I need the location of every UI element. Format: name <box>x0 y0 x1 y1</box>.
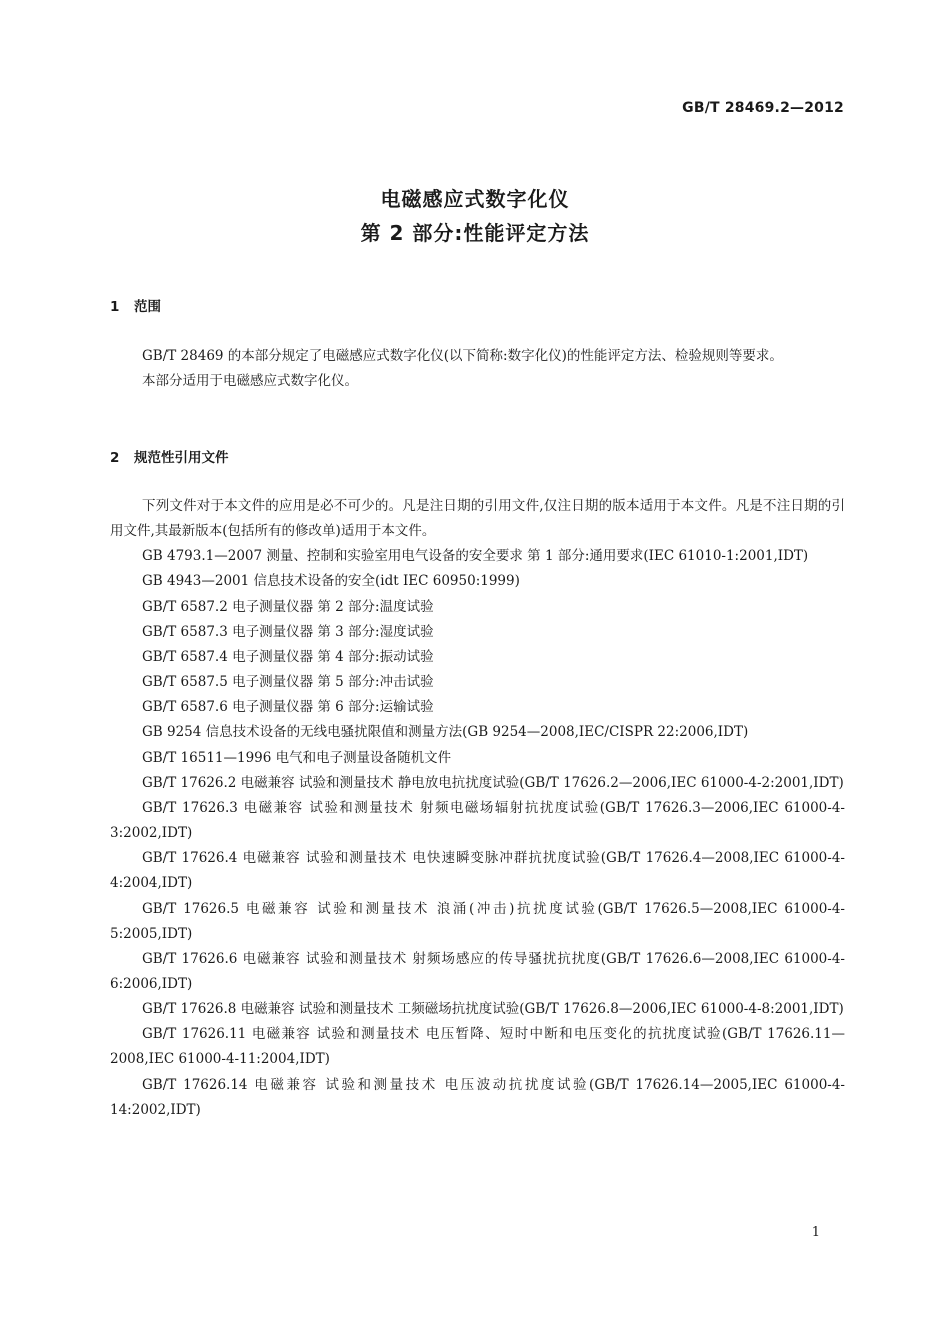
reference-item: GB/T 17626.2 电磁兼容 试验和测量技术 静电放电抗扰度试验(GB/T 17626.2—2006,IEC 61000-4-2:2001,IDT) <box>142 774 844 791</box>
reference-item: GB/T 6587.2 电子测量仪器 第 2 部分:温度试验 <box>142 598 434 615</box>
reference-item: GB/T 17626.5 电磁兼容 试验和测量技术 浪涌(冲击)抗扰度试验(GB/T 17626.5—2008,IEC 61000-4-5:2005,IDT) <box>110 900 845 942</box>
section-title: 范围 <box>134 299 161 315</box>
page-number: 1 <box>811 1225 820 1240</box>
reference-item: GB/T 17626.8 电磁兼容 试验和测量技术 工频磁场抗扰度试验(GB/T 17626.8—2006,IEC 61000-4-8:2001,IDT) <box>142 1001 844 1018</box>
section-title: 规范性引用文件 <box>134 450 229 466</box>
reference-item: GB/T 6587.6 电子测量仪器 第 6 部分:运输试验 <box>142 699 434 716</box>
reference-item: GB 4793.1—2007 测量、控制和实验室用电气设备的安全要求 第 1 部分:通用要求(IEC 61010-1:2001,IDT) <box>142 548 809 565</box>
section-1-body <box>110 344 845 394</box>
reference-item: GB/T 6587.3 电子测量仪器 第 3 部分:湿度试验 <box>142 623 434 640</box>
document-subtitle: 第 2 部分:性能评定方法 <box>360 221 590 245</box>
reference-item: GB/T 17626.3 电磁兼容 试验和测量技术 射频电磁场辐射抗扰度试验(GB/T 17626.3—2006,IEC 61000-4-3:2002,IDT) <box>110 799 845 842</box>
paragraph: GB/T 28469 的本部分规定了电磁感应式数字化仪(以下简称:数字化仪)的性能评定方法、检验规则等要求。 <box>142 348 783 364</box>
paragraph: 本部分适用于电磁感应式数字化仪。 <box>142 373 358 390</box>
section-number: 1 <box>110 299 120 315</box>
reference-item: GB/T 16511—1996 电气和电子测量设备随机文件 <box>142 749 452 766</box>
document-title: 电磁感应式数字化仪 <box>380 187 570 211</box>
reference-item: GB 4943—2001 信息技术设备的安全(idt IEC 60950:1999) <box>142 573 520 590</box>
standard-code: GB/T 28469.2—2012 <box>682 100 844 116</box>
section-2-heading <box>110 446 229 466</box>
reference-item: GB/T 17626.14 电磁兼容 试验和测量技术 电压波动抗扰度试验(GB/T 17626.14—2005,IEC 61000-4-14:2002,IDT) <box>110 1076 845 1118</box>
reference-item: GB/T 6587.4 电子测量仪器 第 4 部分:振动试验 <box>142 648 434 665</box>
section-2-body <box>110 494 845 1123</box>
reference-item: GB 9254 信息技术设备的无线电骚扰限值和测量方法(GB 9254—2008,IEC/CISPR 22:2006,IDT) <box>142 724 749 741</box>
reference-item: GB/T 17626.4 电磁兼容 试验和测量技术 电快速瞬变脉冲群抗扰度试验(GB/T 17626.4—2008,IEC 61000-4-4:2004,IDT) <box>110 850 845 892</box>
section-number: 2 <box>110 450 120 466</box>
paragraph: 下列文件对于本文件的应用是必不可少的。凡是注日期的引用文件,仅注日期的版本适用于本文件。凡是不注日期的引用文件,其最新版本(包括所有的修改单)适用于本文件。 <box>110 498 845 540</box>
reference-item: GB/T 6587.5 电子测量仪器 第 5 部分:冲击试验 <box>142 674 434 691</box>
reference-item: GB/T 17626.11 电磁兼容 试验和测量技术 电压暂降、短时中断和电压变化的抗扰度试验(GB/T 17626.11—2008,IEC 61000-4-11:2004,IDT) <box>110 1026 845 1068</box>
section-1-heading <box>110 295 161 315</box>
reference-item: GB/T 17626.6 电磁兼容 试验和测量技术 射频场感应的传导骚扰抗扰度(GB/T 17626.6—2008,IEC 61000-4-6:2006,IDT) <box>110 950 845 992</box>
